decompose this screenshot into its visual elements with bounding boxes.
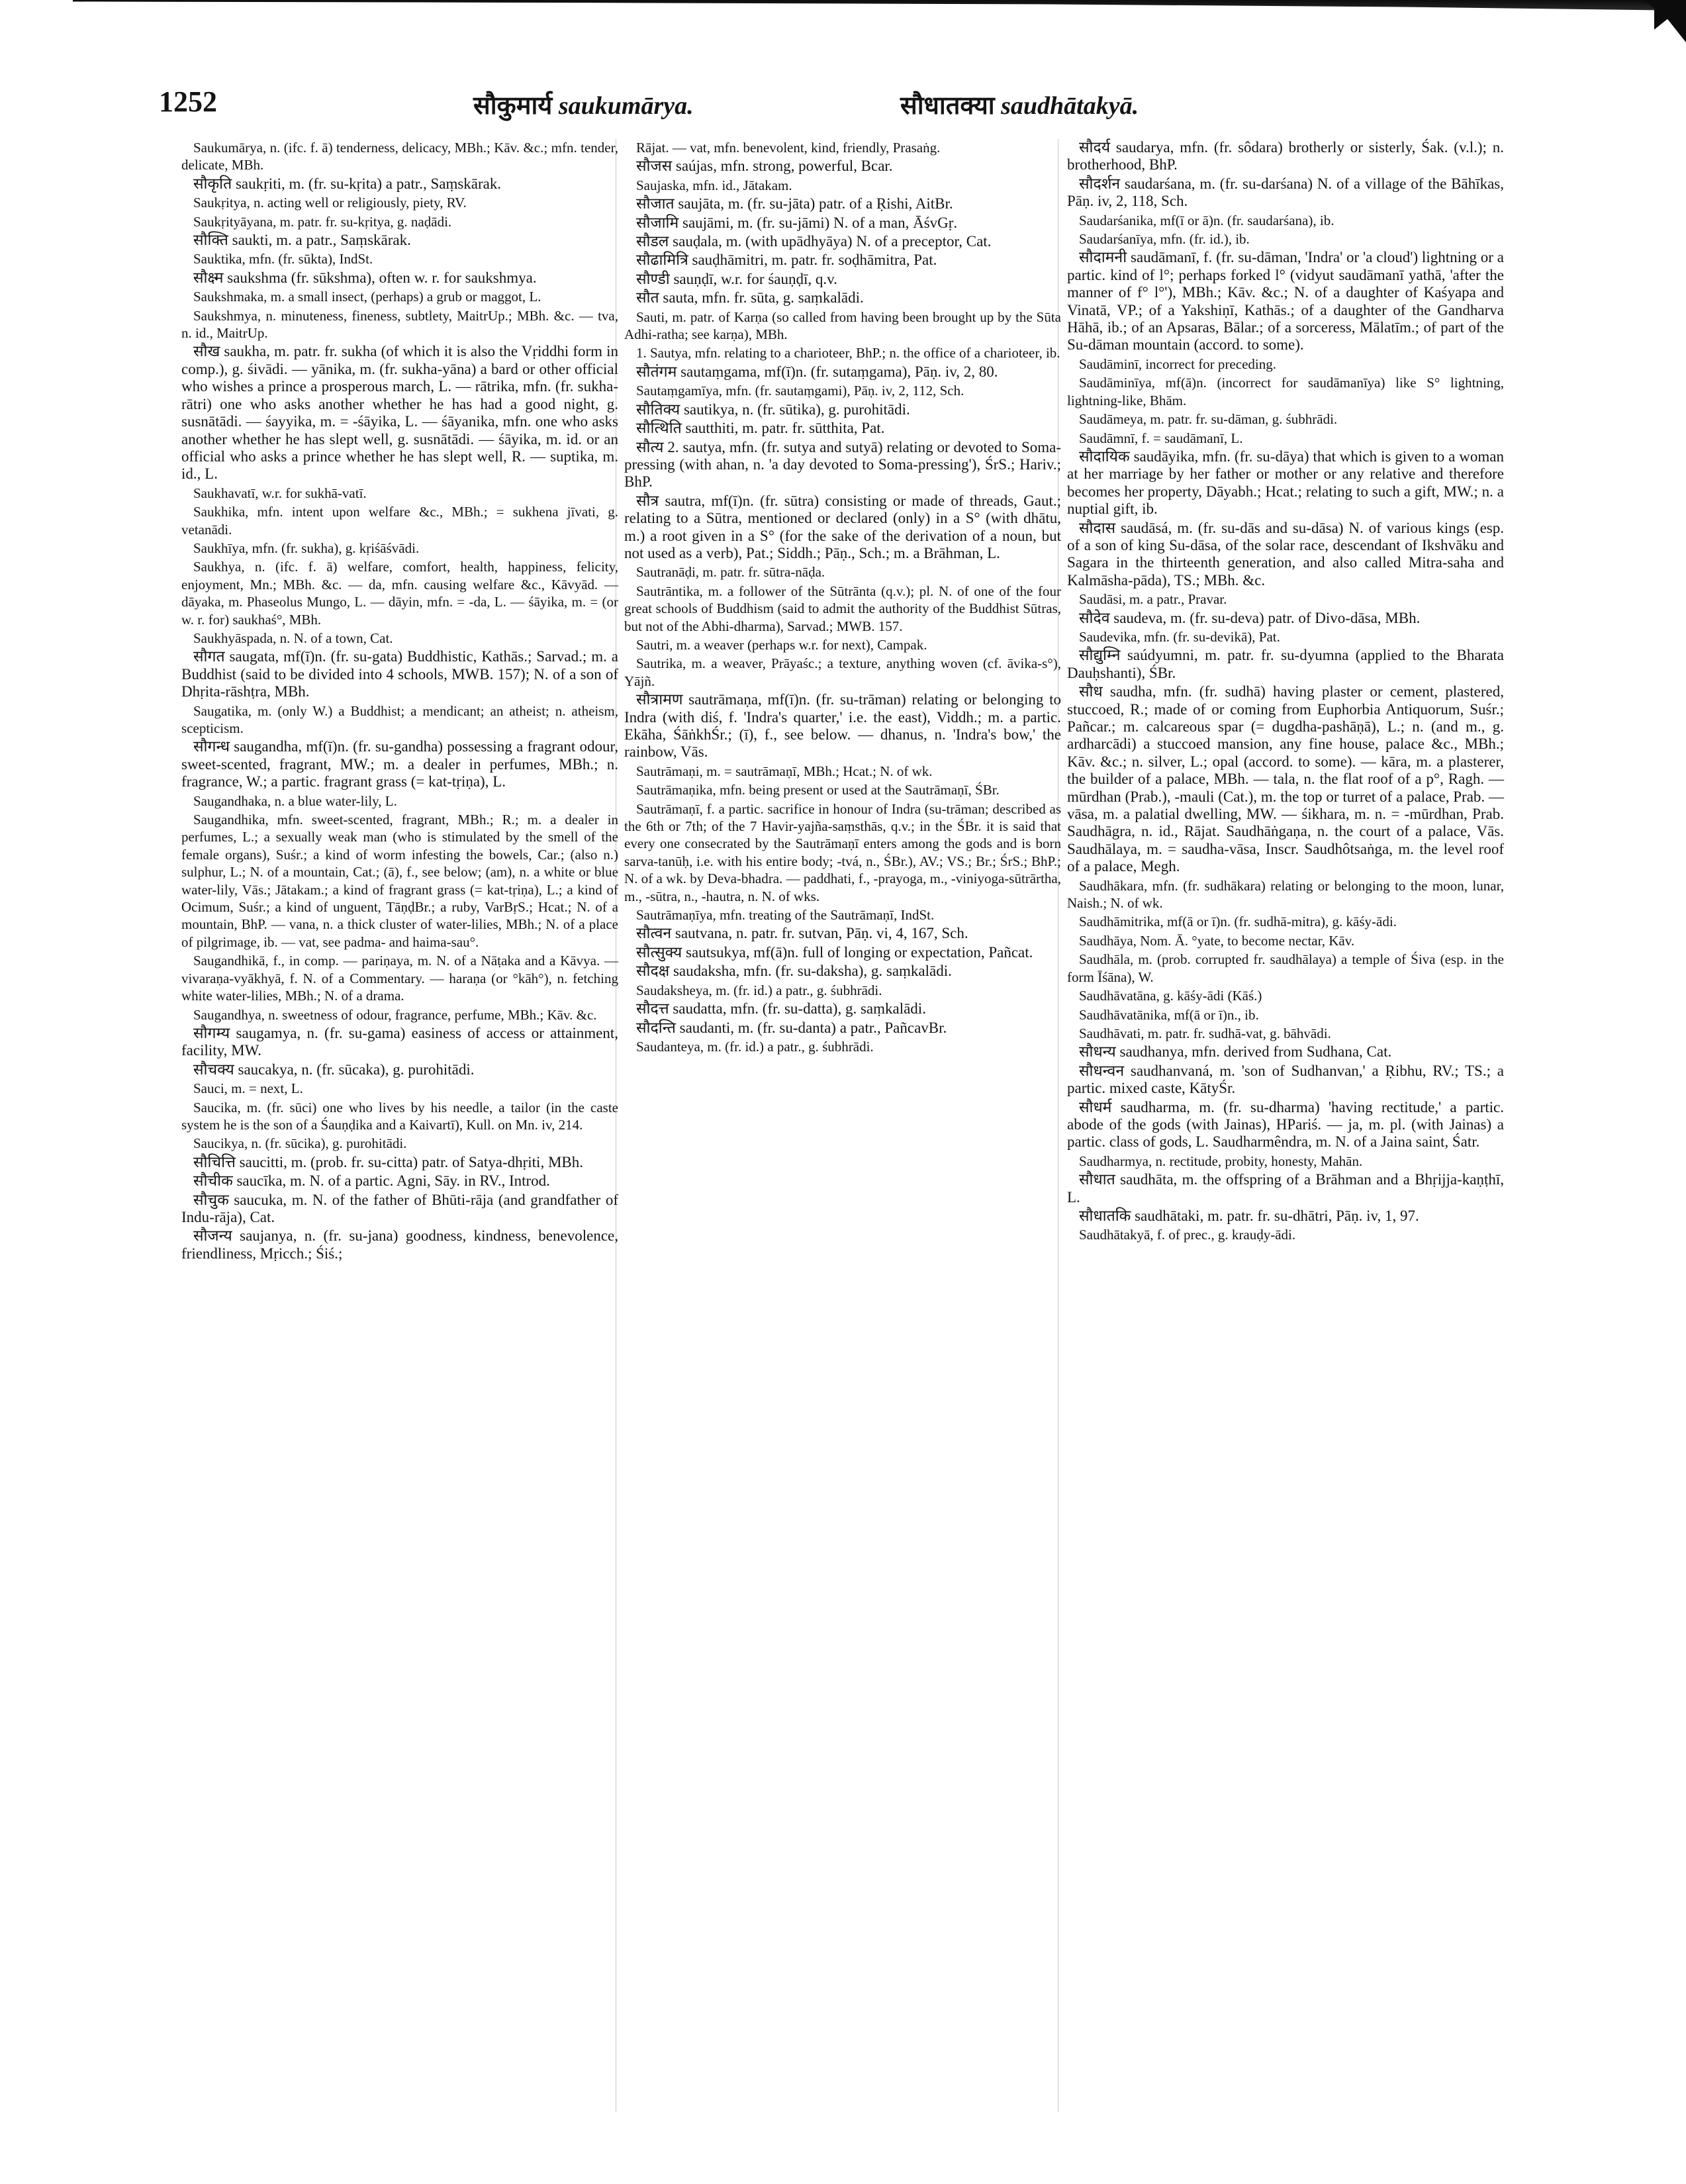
dictionary-entry: Saugatika, m. (only W.) a Buddhist; a mendicant; an atheist; n. atheism, scepticism. bbox=[181, 702, 618, 736]
dictionary-entry: Saudhākara, mfn. (fr. sudhākara) relating or belonging to the moon, lunar, Naish.; N. of wk. bbox=[1067, 877, 1504, 912]
dictionary-entry: सौडल sauḍala, m. (with upādhyāya) N. of a preceptor, Cat. bbox=[636, 233, 992, 250]
dictionary-entry: Saudarśanika, mf(ī or ā)n. (fr. saudarśana), ib. bbox=[1079, 212, 1335, 228]
dictionary-entry: सौदन्ति saudanti, m. (fr. su-danta) a patr., PañcavBr. bbox=[636, 1019, 947, 1036]
dictionary-entry: सौदेव saudeva, m. (fr. su-deva) patr. of Divo-dāsa, MBh. bbox=[1079, 609, 1421, 626]
dictionary-entry: सौदास saudāsá, m. (fr. su-dās and su-dāsa) N. of various kings (esp. of a son of king Su-dāsa, of the solar race, descendant of Ikshvāku and Sagara in the thirteenth generation, and also called Mitra-saha and Kalmāsha-pāda), TS.; MBh. &c. bbox=[1067, 519, 1504, 589]
dictionary-entry: सौक्ति saukti, m. a patr., Saṃskārak. bbox=[193, 232, 411, 249]
dictionary-entry: Saudāminīya, mf(ā)n. (incorrect for saudāmanīya) like S° lightning, lightning-like, Bhām. bbox=[1067, 375, 1504, 408]
dictionary-entry: सौकृति saukṛiti, m. (fr. su-kṛita) a patr., Saṃskārak. bbox=[193, 175, 502, 192]
dictionary-entry: सौतिक्य sautikya, n. (fr. sūtika), g. purohitādi. bbox=[636, 401, 910, 418]
dictionary-entry: Sautaṃgamīya, mfn. (fr. sautaṃgami), Pāṇ. iv, 2, 112, Sch. bbox=[636, 383, 964, 399]
dictionary-entry: सौगत saugata, mf(ī)n. (fr. su-gata) Buddhistic, Kathās.; Sarvad.; m. a Buddhist (said to be divided into 4 schools, MWB. 157); N. of a son of Dhṛita-rāshṭra, MBh. bbox=[181, 648, 618, 700]
dictionary-entry: Sautranāḍi, m. patr. fr. sūtra-nāḍa. bbox=[636, 564, 825, 581]
dictionary-entry: सौजस saújas, mfn. strong, powerful, Bcar. bbox=[636, 158, 893, 175]
dictionary-entry: सौध saudha, mfn. (fr. sudhā) having plaster or cement, plastered, stuccoed, R.; made of or coming from Euphorbia Antiquorum, Suśr.; Pañcar.; m. calcareous spar (= dugdha-pashāṇā), L.; n. (and m., g. ardharcādi) a stuccoed mansion, any fine house, palace &c., MBh.; Kāv. &c.; n. silver, L.; opal (accord. to some). — kāra, m. a plasterer, the builder of a palace, MBh. — tala, n. the flat roof of a p°, Ragh. — mūrdhan (Prab.), -mauli (Cat.), m. the top or turret of a palace, Prab. — vāsa, m. a palatial dwelling, MW. — śikhara, m. n. = -mūrdhan, Prab. Saudhāgra, n. id., Rājat. Saudhāṅgaṇa, n. the court of a palace, Vās. Saudhālaya, m. = saudha-vāsa, Inscr. Saudhôtsaṅga, m. the level roof of a palace, Megh. bbox=[1067, 683, 1504, 875]
dictionary-entry: Saudhātakyā, f. of prec., g. krauḍy-ādi. bbox=[1079, 1227, 1296, 1243]
dictionary-entry: Saudhāla, m. (prob. corrupted fr. saudhālaya) a temple of Śiva (esp. in the form Īśāna), W. bbox=[1067, 951, 1504, 985]
dictionary-column-middle bbox=[624, 139, 1061, 1057]
dictionary-entry: सौतंगम sautaṃgama, mf(ī)n. (fr. sutaṃgama), Pāṇ. iv, 2, 80. bbox=[636, 363, 998, 380]
dictionary-entry: सौधातकि saudhātaki, m. patr. fr. su-dhātri, Pāṇ. iv, 1, 97. bbox=[1079, 1207, 1419, 1224]
dictionary-entry: Sautrāmaṇika, mfn. being present or used at the Sautrāmaṇī, ŚBr. bbox=[636, 782, 1000, 798]
dictionary-entry: सौधर्म saudharma, m. (fr. su-dharma) 'having rectitude,' a partic. abode of the gods (with Jainas), HPariś. — ja, m. pl. (with Jainas) a partic. class of gods, L. Saudharmêndra, m. N. of a Jaina saint, Śatr. bbox=[1067, 1098, 1504, 1151]
dictionary-entry: Saucikya, n. (fr. sūcika), g. purohitādi. bbox=[193, 1135, 407, 1152]
scan-edge-band bbox=[0, 0, 1686, 23]
dictionary-entry: सौख saukha, m. patr. fr. sukha (of which it is also the Vṛiddhi form in comp.), g. śivādi. — yānika, m. (fr. sukha-yāna) a bard or other official who wishes a prince a prosperous march, L. — rātrika, mfn. (fr. sukha-rātri) one who asks another whether he has had a good night, g. susnātādi. — śayyika, m. = -śāyika, L. — śāyanika, mfn. one who asks another whether he has slept well, g. susnātādi. — śāyika, m. id. or an official who asks a prince whether he has slept well, R. — suptika, m. id., L. bbox=[181, 343, 618, 483]
dictionary-entry: Saudāmeya, m. patr. fr. su-dāman, g. śubhrādi. bbox=[1079, 411, 1338, 428]
dictionary-entry: सौधन्वन saudhanvaná, m. 'son of Sudhanvan,' a Ṛibhu, RV.; TS.; a partic. mixed caste, KātyŚr. bbox=[1067, 1062, 1504, 1097]
dictionary-entry: Saudhāya, Nom. Ā. °yate, to become nectar, Kāv. bbox=[1079, 932, 1355, 949]
dictionary-entry: सौजात saujāta, m. (fr. su-jāta) patr. of a Ṛishi, AitBr. bbox=[636, 195, 953, 213]
dictionary-entry: Saukṛityāyana, m. patr. fr. su-kṛitya, g. naḍādi. bbox=[193, 213, 452, 230]
dictionary-entry: Saudāmnī, f. = saudāmanī, L. bbox=[1079, 430, 1243, 446]
dictionary-entry: सौत्थिति sautthiti, m. patr. fr. sūtthita, Pat. bbox=[636, 420, 885, 437]
dictionary-entry: सौत्य 2. sautya, mfn. (fr. sutya and sutyā) relating or devoted to Soma-pressing (with ahan, n. 'a day devoted to Soma-pressing'), ŚrS.; Hariv.; BhP. bbox=[624, 438, 1061, 491]
page-number: 1252 bbox=[159, 85, 217, 118]
dictionary-entry: Saukhika, mfn. intent upon welfare &c., MBh.; = sukhena jīvati, g. vetanādi. bbox=[181, 504, 618, 538]
dictionary-entry: Saukshmya, n. minuteness, fineness, subtlety, MaitrUp.; MBh. &c. — tva, n. id., MaitrUp. bbox=[181, 307, 618, 342]
header-right-latin: saudhātakyā. bbox=[1001, 92, 1139, 120]
dictionary-entry: Saudāminī, incorrect for preceding. bbox=[1079, 356, 1276, 372]
dictionary-entry: Saudanteya, m. (fr. id.) a patr., g. śubhrādi. bbox=[636, 1038, 874, 1055]
dictionary-entry: सौत्रामण sautrāmaṇa, mf(ī)n. (fr. su-trāman) relating or belonging to Indra (with diś, f. 'Indra's quarter,' i.e. the east), Viddh.; m. a partic. Ekāha, ŚāṅkhŚr.; (ī), f., see below. — dhanus, n. 'Indra's bow,' the rainbow, Vās. bbox=[624, 691, 1061, 761]
dictionary-entry: Saukumārya, n. (ifc. f. ā) tenderness, delicacy, MBh.; Kāv. &c.; mfn. tender, delicate, MBh. bbox=[181, 140, 618, 173]
dictionary-entry: सौत्वन sautvana, n. patr. fr. sutvan, Pāṇ. vi, 4, 167, Sch. bbox=[636, 925, 968, 942]
dictionary-entry: सौचुक saucuka, m. N. of the father of Bhūti-rāja (and grandfather of Indu-rāja), Cat. bbox=[181, 1191, 618, 1225]
dictionary-entry: सौत्र sautra, mf(ī)n. (fr. sūtra) consisting or made of threads, Gaut.; relating to a Sūtra, mentioned or declared (only) in a S° (with dhātu, m.) a root given in a S° (for the sake of the derivation of a noun, but not used as a verb), Pat.; Siddh.; Pāṇ., Sch.; m. a Brāhman, L. bbox=[624, 492, 1061, 561]
dictionary-entry: सौचित्ति saucitti, m. (prob. fr. su-citta) patr. of Satya-dhṛiti, MBh. bbox=[193, 1153, 583, 1170]
dictionary-entry: Saugandhya, n. sweetness of odour, fragrance, perfume, MBh.; Kāv. &c. bbox=[193, 1006, 597, 1023]
dictionary-entry: सौधन्य saudhanya, mfn. derived from Sudhana, Cat. bbox=[1079, 1043, 1392, 1061]
dictionary-entry: Saucika, m. (fr. sūci) one who lives by his needle, a tailor (in the caste system he is the son of a Śauṇḍika and a Kaivartī), Kull. on Mn. iv, 214. bbox=[181, 1099, 618, 1133]
dictionary-entry: Saukhavatī, w.r. for sukhā-vatī. bbox=[193, 485, 367, 501]
dictionary-entry: Saugandhaka, n. a blue water-lily, L. bbox=[193, 792, 397, 809]
dictionary-entry: सौचीक saucīka, m. N. of a partic. Agni, Sāy. in RV., Introd. bbox=[193, 1172, 550, 1190]
dictionary-entry: सौगम्य saugamya, n. (fr. su-gama) easiness of access or attainment, facility, MW. bbox=[181, 1024, 618, 1059]
dictionary-entry: सौधात saudhāta, m. the offspring of a Brāhman and a Bhṛijja-kaṇṭhī, L. bbox=[1067, 1171, 1504, 1206]
dictionary-entry: Sauti, m. patr. of Karṇa (so called from having been brought up by the Sūta Adhi-ratha; see karṇa), MBh. bbox=[624, 309, 1061, 343]
dictionary-entry: Sautrāmaṇi, m. = sautrāmaṇī, MBh.; Hcat.; N. of wk. bbox=[636, 763, 933, 779]
dictionary-entry: Saukhya, n. (ifc. f. ā) welfare, comfort, health, happiness, felicity, enjoyment, Mn.; MBh. &c. — da, mfn. causing welfare &c., Kāvyād. — dāyaka, m. Phaseolus Mungo, L. — dāyin, mfn. = -da, L. — śāyika, m. = (or w. r. for) saukhaś°, MBh. bbox=[181, 559, 618, 628]
dictionary-entry: सौगन्ध saugandha, mf(ī)n. (fr. su-gandha) possessing a fragrant odour, sweet-scented, fragrant, MW.; m. a dealer in perfumes, MBh.; n. fragrance, W.; a partic. fragrant grass (= kat-tṛiṇa), L. bbox=[181, 738, 618, 790]
dictionary-entry: Saudāsi, m. a patr., Pravar. bbox=[1079, 591, 1227, 608]
header-left-headword bbox=[473, 87, 694, 122]
dictionary-entry: सौदामनी saudāmanī, f. (fr. su-dāman, 'Indra' or 'a cloud') lightning or a partic. kind of l°; perhaps forked l° (vidyut saudāmanī yathā, 'after the manner of f° l°'), MBh.; Kāv. &c.; N. of a daughter of Kaśyapa and Vinatā, VP.; of a Yakshiṇī, Kathās.; of a daughter of the Gandharva Hāhā, ib.; of an Apsaras, Bālar.; of a sorceress, Mālatīm.; of part of the Su-dāman mountain (accord. to some). bbox=[1067, 249, 1504, 354]
header-left-latin: saukumārya. bbox=[558, 92, 694, 120]
dictionary-entry: Rājat. — vat, mfn. benevolent, kind, friendly, Prasaṅg. bbox=[636, 140, 941, 156]
dictionary-entry: सौत sauta, mfn. fr. sūta, g. saṃkalādi. bbox=[636, 289, 864, 307]
dictionary-entry: Sautrika, m. a weaver, Prāyaśc.; a texture, anything woven (cf. āvika-s°), Yājñ. bbox=[624, 655, 1061, 689]
dictionary-entry: सौजामि saujāmi, m. (fr. su-jāmi) N. of a man, ĀśvGṛ. bbox=[636, 214, 958, 231]
dictionary-entry: Saugandhika, mfn. sweet-scented, fragrant, MBh.; R.; m. a dealer in perfumes, L.; a sexually weak man (who is stimulated by the smell of the female organs), Suśr.; a kind of worm infesting the bowels, Car.; (also n.) sulphur, L.; N. of a mountain, Cat.; (ā), f., see below; (am), n. a white or blue water-lily, Vās.; Jātakam.; a kind of fragrant grass (= kat-tṛiṇa), L.; a kind of Ocimum, Suśr.; a kind of unguent, TāṇḍBr.; a ruby, VarBṛS.; Hcat.; N. of a mountain, BhP. — vana, n. a thick cluster of water-lilies, MBh.; N. of a place of pilgrimage, ib. — vat, see padma- and haima-sau°. bbox=[181, 812, 618, 950]
dictionary-entry: सौदर्शन saudarśana, m. (fr. su-darśana) N. of a village of the Bāhīkas, Pāṇ. iv, 2, 118, Sch. bbox=[1067, 175, 1504, 210]
dictionary-entry: Sautrāntika, m. a follower of the Sūtrānta (q.v.); pl. N. of one of the four great schools of Buddhism (said to admit the authority of the Buddhist Sūtras, but not of the Abhi-dharma), Sarvad.; MWB. 157. bbox=[624, 583, 1061, 634]
dictionary-column-left bbox=[181, 139, 618, 1264]
dictionary-entry: सौद्युम्नि saúdyumni, m. patr. fr. su-dyumna (applied to the Bharata Dauḥshanti), ŚBr. bbox=[1067, 647, 1504, 681]
dictionary-entry: Saukṛitya, n. acting well or religiously, piety, RV. bbox=[193, 195, 467, 211]
dictionary-entry: Saudhāvati, m. patr. fr. sudhā-vat, g. bāhvādi. bbox=[1079, 1025, 1331, 1041]
dictionary-entry: 1. Sautya, mfn. relating to a charioteer, BhP.; n. the office of a charioteer, ib. bbox=[636, 345, 1060, 361]
dictionary-entry: सौचक्य saucakya, n. (fr. sūcaka), g. purohitādi. bbox=[193, 1061, 475, 1078]
dictionary-entry: Saugandhikā, f., in comp. — pariṇaya, m. N. of a Nāṭaka and a Kāvya. — vivaraṇa-vyākhyā, f. N. of a Commentary. — haraṇa (or °kāh°), n. fetching white water-lilies, MBh.; N. of a drama. bbox=[181, 953, 618, 1004]
dictionary-entry: Sautrāmaṇīya, mfn. treating of the Sautrāmaṇī, IndSt. bbox=[636, 907, 935, 924]
header-left-deva: सौकुमार्य bbox=[473, 92, 553, 120]
dictionary-entry: Saudhāvatānika, mf(ā or ī)n., ib. bbox=[1079, 1006, 1259, 1023]
dictionary-entry: सौदर्य saudarya, mfn. (fr. sôdara) brotherly or sisterly, Śak. (v.l.); n. brotherhood, BhP. bbox=[1067, 139, 1504, 173]
dictionary-entry: Saudhāvatāna, g. kāśy-ādi (Kāś.) bbox=[1079, 988, 1262, 1004]
dictionary-entry: सौदक्ष saudaksha, mfn. (fr. su-daksha), g. saṃkalādi. bbox=[636, 963, 952, 980]
dictionary-entry: सौढामित्रि sauḍhāmitri, m. patr. fr. soḍhāmitra, Pat. bbox=[636, 252, 937, 269]
dictionary-entry: Saudharmya, n. rectitude, probity, honesty, Mahān. bbox=[1079, 1153, 1363, 1169]
dictionary-entry: Saujaska, mfn. id., Jātakam. bbox=[636, 177, 792, 193]
dictionary-entry: Saukhyāspada, n. N. of a town, Cat. bbox=[193, 630, 393, 646]
dictionary-entry: सौदत्त saudatta, mfn. (fr. su-datta), g. saṃkalādi. bbox=[636, 1000, 926, 1018]
dictionary-entry: Saudevika, mfn. (fr. su-devikā), Pat. bbox=[1079, 628, 1280, 645]
dictionary-entry: Sautri, m. a weaver (perhaps w.r. for next), Campak. bbox=[636, 636, 927, 653]
dictionary-entry: Saudhāmitrika, mf(ā or ī)n. (fr. sudhā-mitra), g. kāśy-ādi. bbox=[1079, 914, 1397, 930]
dictionary-entry: Saudarśanīya, mfn. (fr. id.), ib. bbox=[1079, 231, 1250, 248]
dictionary-entry: सौक्ष्म saukshma (fr. sūkshma), often w. r. for saukshmya. bbox=[193, 269, 537, 286]
header-right-headword bbox=[900, 87, 1139, 122]
dictionary-entry: Saukshmaka, m. a small insect, (perhaps) a grub or maggot, L. bbox=[193, 289, 541, 305]
dictionary-entry: सौण्डी sauṇḍī, w.r. for śauṇḍī, q.v. bbox=[636, 270, 837, 287]
dictionary-entry: Saudaksheya, m. (fr. id.) a patr., g. śubhrādi. bbox=[636, 982, 882, 998]
page-header bbox=[159, 85, 1622, 131]
dictionary-column-right bbox=[1067, 139, 1504, 1245]
dictionary-entry: सौदायिक saudāyika, mfn. (fr. su-dāya) that which is given to a woman at her marriage by her father or mother or any relative and therefore becomes her property, Dāyabh.; Hcat.; relating to such a gift, MW.; n. a nuptial gift, ib. bbox=[1067, 448, 1504, 518]
dictionary-entry: Sauktika, mfn. (fr. sūkta), IndSt. bbox=[193, 251, 373, 267]
dictionary-entry: Sauci, m. = next, L. bbox=[193, 1080, 303, 1097]
dictionary-entry: सौजन्य saujanya, n. (fr. su-jana) goodness, kindness, benevolence, friendliness, Mṛicch.; Śiś.; bbox=[181, 1227, 618, 1262]
dictionary-entry: Saukhīya, mfn. (fr. sukha), g. kṛiśāśvādi. bbox=[193, 540, 420, 556]
dictionary-entry: सौत्सुक्य sautsukya, mf(ā)n. full of longing or expectation, Pañcat. bbox=[636, 943, 1033, 961]
header-right-deva: सौधातक्या bbox=[900, 92, 995, 120]
dictionary-entry: Sautrāmaṇī, f. a partic. sacrifice in honour of Indra (su-trāman; described as the 6th or 7th; of the 7 Havir-yajña-saṃsthās, q.v.; in the ŚBr. it is said that every one consecrated by the Sautrāmaṇī enters among the gods and is born sarva-tanūḥ, i.e. with his entire body; -tvá, n., ŚBr.), AV.; VS.; Br.; ŚrS.; BhP.; N. of a wk. by Deva-bhadra. — paddhati, f., -prayoga, m., -viniyoga-sūtrārtha, m., -sūtra, n., -hautra, n. N. of wks. bbox=[624, 800, 1061, 904]
